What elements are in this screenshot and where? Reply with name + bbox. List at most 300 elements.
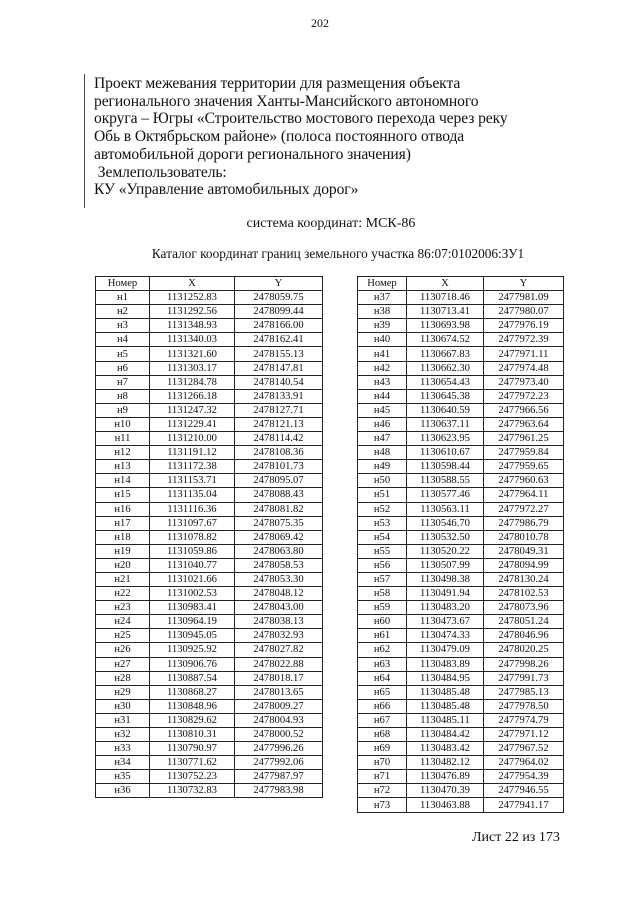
point-number: н15 (96, 488, 150, 502)
point-number: н65 (358, 685, 407, 699)
x-coordinate: 1131191.12 (150, 446, 235, 460)
y-coordinate: 2478162.41 (235, 333, 323, 347)
point-number: н73 (358, 798, 407, 812)
point-number: н22 (96, 587, 150, 601)
document-heading (94, 75, 508, 199)
point-number: н11 (96, 432, 150, 446)
y-coordinate: 2477967.52 (484, 742, 564, 756)
table-row (358, 474, 564, 488)
table-row (96, 403, 323, 417)
header-number: Номер (358, 277, 407, 291)
table-row (96, 375, 323, 389)
x-coordinate: 1131021.66 (150, 572, 235, 586)
y-coordinate: 2478130.24 (484, 572, 564, 586)
table-row (96, 460, 323, 474)
y-coordinate: 2477992.06 (235, 756, 323, 770)
y-coordinate: 2478049.31 (484, 544, 564, 558)
y-coordinate: 2478063.80 (235, 544, 323, 558)
table-row (96, 756, 323, 770)
table-row (358, 460, 564, 474)
point-number: н69 (358, 742, 407, 756)
point-number: н37 (358, 291, 407, 305)
table-row (358, 643, 564, 657)
y-coordinate: 2478032.93 (235, 629, 323, 643)
y-coordinate: 2478099.44 (235, 305, 323, 319)
point-number: н29 (96, 685, 150, 699)
table-row (96, 770, 323, 784)
point-number: н2 (96, 305, 150, 319)
point-number: н47 (358, 432, 407, 446)
point-number: н12 (96, 446, 150, 460)
point-number: н9 (96, 403, 150, 417)
x-coordinate: 1130732.83 (150, 784, 235, 798)
y-coordinate: 2478038.13 (235, 615, 323, 629)
x-coordinate: 1131284.78 (150, 375, 235, 389)
y-coordinate: 2477963.64 (484, 417, 564, 431)
x-coordinate: 1130507.99 (407, 558, 484, 572)
point-number: н64 (358, 671, 407, 685)
point-number: н7 (96, 375, 150, 389)
header-y: Y (235, 277, 323, 291)
table-row (358, 784, 564, 798)
header-x: X (150, 277, 235, 291)
y-coordinate: 2478166.00 (235, 319, 323, 333)
x-coordinate: 1130640.59 (407, 403, 484, 417)
x-coordinate: 1131303.17 (150, 361, 235, 375)
x-coordinate: 1130577.46 (407, 488, 484, 502)
y-coordinate: 2478000.52 (235, 728, 323, 742)
x-coordinate: 1131247.32 (150, 403, 235, 417)
y-coordinate: 2478095.07 (235, 474, 323, 488)
y-coordinate: 2478004.93 (235, 713, 323, 727)
point-number: н55 (358, 544, 407, 558)
table-row (96, 784, 323, 798)
x-coordinate: 1131229.41 (150, 417, 235, 431)
coordinates-table-left (95, 276, 323, 798)
y-coordinate: 2477946.55 (484, 784, 564, 798)
x-coordinate: 1130945.05 (150, 629, 235, 643)
x-coordinate: 1130463.88 (407, 798, 484, 812)
table-row (358, 657, 564, 671)
y-coordinate: 2478069.42 (235, 530, 323, 544)
x-coordinate: 1130474.33 (407, 629, 484, 643)
point-number: н24 (96, 615, 150, 629)
x-coordinate: 1130662.30 (407, 361, 484, 375)
x-coordinate: 1130476.89 (407, 770, 484, 784)
table-row (96, 432, 323, 446)
point-number: н4 (96, 333, 150, 347)
y-coordinate: 2478046.96 (484, 629, 564, 643)
y-coordinate: 2478051.24 (484, 615, 564, 629)
y-coordinate: 2478108.36 (235, 446, 323, 460)
point-number: н50 (358, 474, 407, 488)
table-row (358, 446, 564, 460)
point-number: н20 (96, 558, 150, 572)
x-coordinate: 1131097.67 (150, 516, 235, 530)
y-coordinate: 2478127.71 (235, 403, 323, 417)
table-row (96, 347, 323, 361)
table-row (358, 389, 564, 403)
y-coordinate: 2477974.48 (484, 361, 564, 375)
point-number: н10 (96, 417, 150, 431)
header-x: X (407, 277, 484, 291)
y-coordinate: 2477978.50 (484, 699, 564, 713)
y-coordinate: 2477985.13 (484, 685, 564, 699)
y-coordinate: 2478073.96 (484, 601, 564, 615)
point-number: н59 (358, 601, 407, 615)
table-row (358, 375, 564, 389)
x-coordinate: 1130829.62 (150, 713, 235, 727)
table-header-row (358, 277, 564, 291)
point-number: н27 (96, 657, 150, 671)
table-row (358, 516, 564, 530)
x-coordinate: 1131040.77 (150, 558, 235, 572)
table-row (96, 333, 323, 347)
y-coordinate: 2478018.17 (235, 671, 323, 685)
y-coordinate: 2477960.63 (484, 474, 564, 488)
point-number: н16 (96, 502, 150, 516)
heading-line: регионального значения Ханты-Мансийского автономного (94, 92, 479, 110)
y-coordinate: 2477964.11 (484, 488, 564, 502)
x-coordinate: 1130868.27 (150, 685, 235, 699)
x-coordinate: 1131266.18 (150, 389, 235, 403)
table-row (358, 728, 564, 742)
y-coordinate: 2477986.79 (484, 516, 564, 530)
table-row (96, 417, 323, 431)
y-coordinate: 2478020.25 (484, 643, 564, 657)
y-coordinate: 2478053.30 (235, 572, 323, 586)
table-row (358, 530, 564, 544)
table-row (358, 432, 564, 446)
y-coordinate: 2477971.12 (484, 728, 564, 742)
y-coordinate: 2477941.17 (484, 798, 564, 812)
point-number: н67 (358, 713, 407, 727)
point-number: н30 (96, 699, 150, 713)
point-number: н60 (358, 615, 407, 629)
header-y: Y (484, 277, 564, 291)
table-row (358, 347, 564, 361)
x-coordinate: 1130484.95 (407, 671, 484, 685)
table-row (96, 657, 323, 671)
x-coordinate: 1130790.97 (150, 742, 235, 756)
x-coordinate: 1131348.93 (150, 319, 235, 333)
table-row (96, 601, 323, 615)
x-coordinate: 1131340.03 (150, 333, 235, 347)
y-coordinate: 2478048.12 (235, 587, 323, 601)
point-number: н62 (358, 643, 407, 657)
point-number: н51 (358, 488, 407, 502)
y-coordinate: 2478022.88 (235, 657, 323, 671)
point-number: н43 (358, 375, 407, 389)
point-number: н46 (358, 417, 407, 431)
x-coordinate: 1130752.23 (150, 770, 235, 784)
table-row (358, 417, 564, 431)
y-coordinate: 2477998.26 (484, 657, 564, 671)
x-coordinate: 1130482.12 (407, 756, 484, 770)
x-coordinate: 1130484.42 (407, 728, 484, 742)
x-coordinate: 1130637.11 (407, 417, 484, 431)
y-coordinate: 2478010.78 (484, 530, 564, 544)
table-row (96, 587, 323, 601)
table-row (96, 713, 323, 727)
y-coordinate: 2477972.23 (484, 389, 564, 403)
x-coordinate: 1131002.53 (150, 587, 235, 601)
table-row (358, 361, 564, 375)
table-row (96, 558, 323, 572)
y-coordinate: 2477983.98 (235, 784, 323, 798)
x-coordinate: 1130667.83 (407, 347, 484, 361)
x-coordinate: 1130610.67 (407, 446, 484, 460)
table-row (358, 671, 564, 685)
point-number: н48 (358, 446, 407, 460)
point-number: н72 (358, 784, 407, 798)
y-coordinate: 2477971.11 (484, 347, 564, 361)
point-number: н6 (96, 361, 150, 375)
header-number: Номер (96, 277, 150, 291)
table-row (358, 615, 564, 629)
table-row (96, 319, 323, 333)
catalog-title: Каталог координат границ земельного участка 86:07:0102006:ЗУ1 (151, 246, 525, 261)
point-number: н14 (96, 474, 150, 488)
table-row (96, 474, 323, 488)
x-coordinate: 1130848.96 (150, 699, 235, 713)
x-coordinate: 1131210.00 (150, 432, 235, 446)
y-coordinate: 2477974.79 (484, 713, 564, 727)
heading-line: Проект межевания территории для размещения объекта (94, 75, 461, 92)
point-number: н71 (358, 770, 407, 784)
point-number: н35 (96, 770, 150, 784)
heading-line: Землепользователь: (94, 163, 227, 181)
table-row (358, 798, 564, 812)
y-coordinate: 2478102.53 (484, 587, 564, 601)
y-coordinate: 2477961.25 (484, 432, 564, 446)
x-coordinate: 1130693.98 (407, 319, 484, 333)
y-coordinate: 2478101.73 (235, 460, 323, 474)
y-coordinate: 2478121.13 (235, 417, 323, 431)
table-row (96, 530, 323, 544)
point-number: н5 (96, 347, 150, 361)
point-number: н3 (96, 319, 150, 333)
x-coordinate: 1130674.52 (407, 333, 484, 347)
table-row (96, 488, 323, 502)
point-number: н39 (358, 319, 407, 333)
point-number: н42 (358, 361, 407, 375)
coordinates-table-right (357, 276, 564, 813)
point-number: н45 (358, 403, 407, 417)
y-coordinate: 2478009.27 (235, 699, 323, 713)
point-number: н18 (96, 530, 150, 544)
point-number: н17 (96, 516, 150, 530)
x-coordinate: 1130623.95 (407, 432, 484, 446)
x-coordinate: 1130925.92 (150, 643, 235, 657)
x-coordinate: 1130532.50 (407, 530, 484, 544)
table-row (96, 516, 323, 530)
point-number: н53 (358, 516, 407, 530)
x-coordinate: 1130588.55 (407, 474, 484, 488)
page-number: 202 (311, 16, 329, 30)
table-row (96, 361, 323, 375)
x-coordinate: 1130771.62 (150, 756, 235, 770)
x-coordinate: 1130485.11 (407, 713, 484, 727)
table-row (358, 587, 564, 601)
sheet-counter: Лист 22 из 173 (472, 830, 560, 845)
point-number: н63 (358, 657, 407, 671)
x-coordinate: 1131292.56 (150, 305, 235, 319)
x-coordinate: 1130485.48 (407, 699, 484, 713)
y-coordinate: 2478081.82 (235, 502, 323, 516)
x-coordinate: 1130598.44 (407, 460, 484, 474)
y-coordinate: 2478027.82 (235, 643, 323, 657)
table-row (358, 756, 564, 770)
table-row (358, 685, 564, 699)
x-coordinate: 1131078.82 (150, 530, 235, 544)
x-coordinate: 1130887.54 (150, 671, 235, 685)
x-coordinate: 1130483.42 (407, 742, 484, 756)
y-coordinate: 2477981.09 (484, 291, 564, 305)
table-row (96, 699, 323, 713)
point-number: н26 (96, 643, 150, 657)
table-row (358, 333, 564, 347)
y-coordinate: 2478013.65 (235, 685, 323, 699)
point-number: н21 (96, 572, 150, 586)
table-row (96, 742, 323, 756)
x-coordinate: 1130470.39 (407, 784, 484, 798)
y-coordinate: 2477959.84 (484, 446, 564, 460)
x-coordinate: 1130483.89 (407, 657, 484, 671)
point-number: н33 (96, 742, 150, 756)
table-row (358, 572, 564, 586)
table-row (96, 572, 323, 586)
point-number: н32 (96, 728, 150, 742)
point-number: н13 (96, 460, 150, 474)
y-coordinate: 2478147.81 (235, 361, 323, 375)
point-number: н54 (358, 530, 407, 544)
x-coordinate: 1130491.94 (407, 587, 484, 601)
x-coordinate: 1130645.38 (407, 389, 484, 403)
table-row (96, 643, 323, 657)
table-row (358, 305, 564, 319)
x-coordinate: 1130713.41 (407, 305, 484, 319)
y-coordinate: 2478058.53 (235, 558, 323, 572)
x-coordinate: 1131135.04 (150, 488, 235, 502)
x-coordinate: 1130983.41 (150, 601, 235, 615)
y-coordinate: 2477966.56 (484, 403, 564, 417)
y-coordinate: 2477954.39 (484, 770, 564, 784)
point-number: н41 (358, 347, 407, 361)
heading-line: автомобильной дороги регионального значения) (94, 145, 411, 163)
y-coordinate: 2477972.27 (484, 502, 564, 516)
y-coordinate: 2477980.07 (484, 305, 564, 319)
table-row (96, 671, 323, 685)
x-coordinate: 1130520.22 (407, 544, 484, 558)
x-coordinate: 1130964.19 (150, 615, 235, 629)
x-coordinate: 1130479.09 (407, 643, 484, 657)
table-row (358, 403, 564, 417)
point-number: н61 (358, 629, 407, 643)
table-row (358, 742, 564, 756)
x-coordinate: 1130473.67 (407, 615, 484, 629)
point-number: н19 (96, 544, 150, 558)
point-number: н49 (358, 460, 407, 474)
y-coordinate: 2478075.35 (235, 516, 323, 530)
table-row (358, 558, 564, 572)
heading-line: Обь в Октябрьском районе» (полоса постоянного отвода (94, 128, 465, 146)
table-row (358, 699, 564, 713)
x-coordinate: 1130718.46 (407, 291, 484, 305)
x-coordinate: 1131252.83 (150, 291, 235, 305)
y-coordinate: 2477976.19 (484, 319, 564, 333)
x-coordinate: 1130654.43 (407, 375, 484, 389)
point-number: н36 (96, 784, 150, 798)
y-coordinate: 2477973.40 (484, 375, 564, 389)
point-number: н34 (96, 756, 150, 770)
table-row (96, 615, 323, 629)
table-row (96, 446, 323, 460)
x-coordinate: 1130498.38 (407, 572, 484, 586)
heading-line: округа – Югры «Строительство мостового перехода через реку (94, 110, 508, 128)
table-row (96, 685, 323, 699)
point-number: н40 (358, 333, 407, 347)
point-number: н8 (96, 389, 150, 403)
coordinate-system: система координат: МСК-86 (246, 216, 416, 231)
x-coordinate: 1130485.48 (407, 685, 484, 699)
table-row (96, 291, 323, 305)
point-number: н66 (358, 699, 407, 713)
point-number: н28 (96, 671, 150, 685)
x-coordinate: 1130810.31 (150, 728, 235, 742)
x-coordinate: 1130546.70 (407, 516, 484, 530)
table-row (358, 601, 564, 615)
point-number: н38 (358, 305, 407, 319)
y-coordinate: 2477991.73 (484, 671, 564, 685)
x-coordinate: 1130563.11 (407, 502, 484, 516)
table-row (96, 544, 323, 558)
point-number: н23 (96, 601, 150, 615)
y-coordinate: 2478133.91 (235, 389, 323, 403)
table-row (358, 544, 564, 558)
table-row (358, 291, 564, 305)
y-coordinate: 2478140.54 (235, 375, 323, 389)
point-number: н44 (358, 389, 407, 403)
x-coordinate: 1131321.60 (150, 347, 235, 361)
table-row (96, 305, 323, 319)
y-coordinate: 2478155.13 (235, 347, 323, 361)
y-coordinate: 2477996.26 (235, 742, 323, 756)
point-number: н1 (96, 291, 150, 305)
x-coordinate: 1131172.38 (150, 460, 235, 474)
table-row (96, 629, 323, 643)
y-coordinate: 2477987.97 (235, 770, 323, 784)
point-number: н57 (358, 572, 407, 586)
table-row (358, 770, 564, 784)
y-coordinate: 2477959.65 (484, 460, 564, 474)
x-coordinate: 1131059.86 (150, 544, 235, 558)
x-coordinate: 1130483.20 (407, 601, 484, 615)
point-number: н31 (96, 713, 150, 727)
y-coordinate: 2477972.39 (484, 333, 564, 347)
y-coordinate: 2478088.43 (235, 488, 323, 502)
y-coordinate: 2478059.75 (235, 291, 323, 305)
point-number: н58 (358, 587, 407, 601)
x-coordinate: 1131116.36 (150, 502, 235, 516)
margin-line (84, 74, 85, 208)
point-number: н70 (358, 756, 407, 770)
y-coordinate: 2478114.42 (235, 432, 323, 446)
x-coordinate: 1130906.76 (150, 657, 235, 671)
point-number: н56 (358, 558, 407, 572)
y-coordinate: 2478094.99 (484, 558, 564, 572)
table-row (358, 502, 564, 516)
